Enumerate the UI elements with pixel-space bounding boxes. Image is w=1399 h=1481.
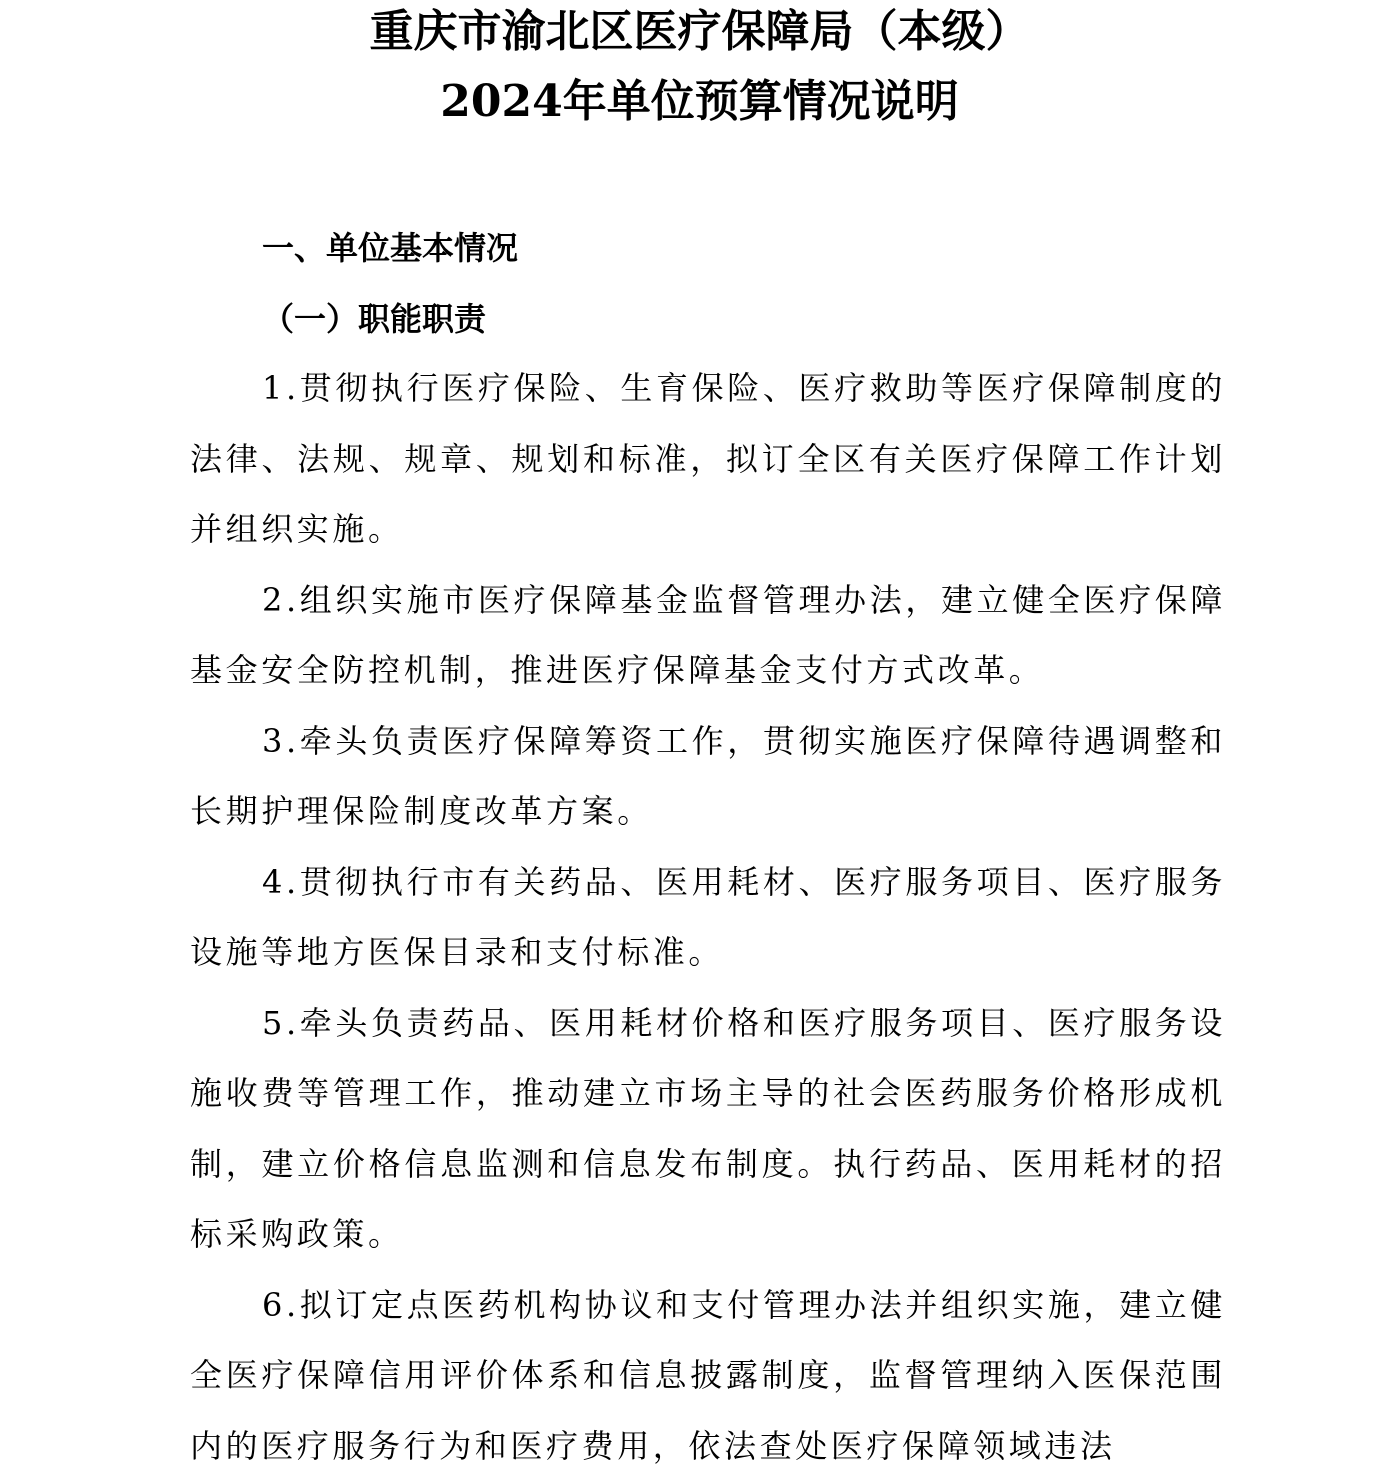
body-paragraph: 5.牵头负责药品、医用耗材价格和医疗服务项目、医疗服务设施收费等管理工作，推动建立市场主导的社会医药服务价格形成机制，建立价格信息监测和信息发布制度。执行药品、医用耗材的招标采购政策。 <box>190 988 1226 1270</box>
body-paragraph: 3.牵头负责医疗保障筹资工作，贯彻实施医疗保障待遇调整和长期护理保险制度改革方案。 <box>190 706 1226 847</box>
document-body <box>190 353 1226 1481</box>
document-title-line-1: 重庆市渝北区医疗保障局（本级） <box>0 2 1399 62</box>
body-paragraph: 4.贯彻执行市有关药品、医用耗材、医疗服务项目、医疗服务设施等地方医保目录和支付标准。 <box>190 847 1226 988</box>
document-title-line-2: 2024年单位预算情况说明 <box>0 72 1399 132</box>
subsection-heading-functions: （一）职能职责 <box>262 289 486 349</box>
body-paragraph: 1.贯彻执行医疗保险、生育保险、医疗救助等医疗保障制度的法律、法规、规章、规划和标准，拟订全区有关医疗保障工作计划并组织实施。 <box>190 353 1226 565</box>
section-heading-unit-basic-info: 一、单位基本情况 <box>262 218 518 278</box>
body-paragraph: 6.拟订定点医药机构协议和支付管理办法并组织实施，建立健全医疗保障信用评价体系和信息披露制度，监督管理纳入医保范围内的医疗服务行为和医疗费用，依法查处医疗保障领域违法 <box>190 1270 1226 1481</box>
body-paragraph: 2.组织实施市医疗保障基金监督管理办法，建立健全医疗保障基金安全防控机制，推进医疗保障基金支付方式改革。 <box>190 565 1226 706</box>
